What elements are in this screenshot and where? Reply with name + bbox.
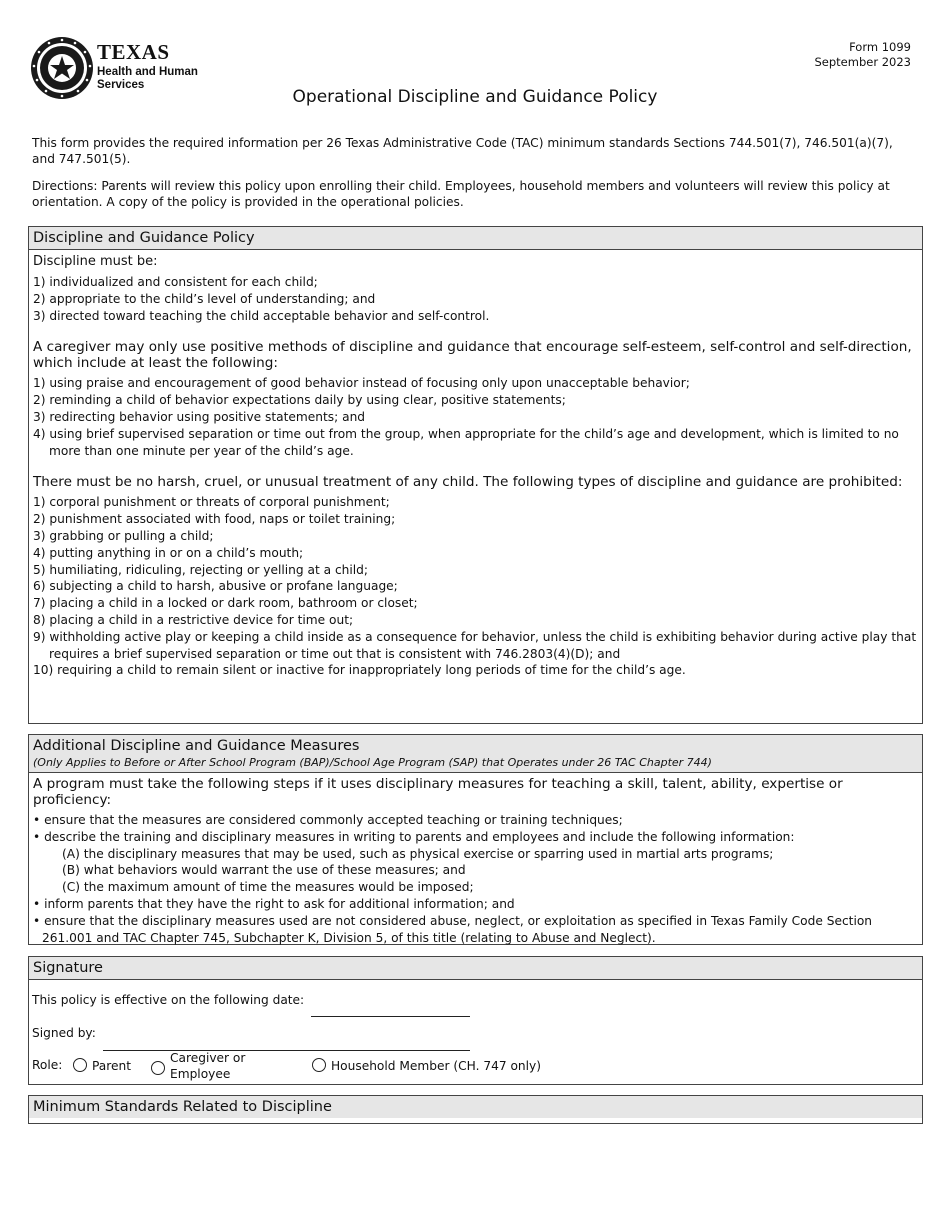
lead-text: Discipline must be: [33, 254, 158, 269]
agency-sub2: Services [97, 79, 145, 91]
list-item: • ensure that the disciplinary measures used are not considered abuse, neglect, or exploitation as specified in Texas Family Code Section 261.001 and TAC Chapter 745, Subchapter K, Division 5, of this title (relating to Abuse and Neglect). [33, 913, 873, 945]
intro-paragraph-1: This form provides the required information per 26 Texas Administrative Code (TAC) minimum standards Sections 744.501(7), 746.501(a)(7), and 747.501(5). [32, 136, 893, 166]
section-body [29, 773, 922, 946]
list-item: 6) subjecting a child to harsh, abusive or profane language; [33, 579, 398, 594]
form-info [815, 40, 912, 70]
effective-date-label: This policy is effective on the following date: [32, 993, 305, 1007]
list-item: 3) redirecting behavior using positive statements; and [33, 409, 366, 424]
list-item: 5) humiliating, ridiculing, rejecting or yelling at a child; [33, 562, 369, 577]
list-item: 1) individualized and consistent for each child; [33, 275, 318, 289]
list [33, 274, 918, 324]
list [33, 494, 918, 679]
list-item: • ensure that the measures are considered commonly accepted teaching or training techniques; [33, 813, 623, 827]
role-option-parent[interactable] [73, 1058, 131, 1073]
list-item: 7) placing a child in a locked or dark room, bathroom or closet; [33, 596, 418, 611]
section-heading: Discipline and Guidance Policy [29, 227, 922, 250]
agency-name: TEXAS [97, 40, 170, 64]
list-item: 1) corporal punishment or threats of corporal punishment; [33, 495, 390, 510]
lead-text: There must be no harsh, cruel, or unusual treatment of any child. The following types of discipline and guidance are prohibited: [33, 474, 903, 491]
role-option-label: Parent [92, 1059, 132, 1073]
lead-text: A caregiver may only use positive methods of discipline and guidance that encourage self-esteem, self-control and self-direction, which include at least the following: [33, 339, 912, 372]
section-heading: Signature [29, 957, 922, 980]
form-number: Form 1099 [849, 40, 911, 54]
radio-icon[interactable] [151, 1061, 165, 1075]
signed-by-label: Signed by: [32, 1026, 96, 1040]
role-option-household[interactable] [312, 1058, 541, 1073]
section-heading: Minimum Standards Related to Discipline [29, 1096, 922, 1118]
page-title: Operational Discipline and Guidance Policy [292, 87, 658, 107]
list-item: 2) reminding a child of behavior expectations daily by using clear, positive statements; [33, 393, 566, 408]
form-date: September 2023 [814, 55, 911, 69]
list-item: 1) using praise and encouragement of good behavior instead of focusing only upon unacceptable behavior; [33, 376, 690, 391]
list-item: 10) requiring a child to remain silent or inactive for inappropriately long periods of time for the child’s age. [33, 663, 686, 678]
role-option-label: Household Member (CH. 747 only) [331, 1059, 542, 1073]
list-item: • describe the training and disciplinary measures in writing to parents and employees and include the following information: [33, 829, 795, 844]
list-item: (C) the maximum amount of time the measures would be imposed; [62, 880, 474, 895]
list [33, 375, 918, 459]
agency-sub1: Health and Human [97, 66, 198, 78]
additional-measures-section [28, 734, 923, 945]
signed-by-field[interactable] [103, 1032, 470, 1051]
radio-icon[interactable] [312, 1058, 326, 1072]
section-body [29, 250, 922, 679]
intro-paragraph-2: Directions: Parents will review this policy upon enrolling their child. Employees, household members and volunteers will review this policy at orientation. A copy of the policy is provided in the operational policies. [32, 179, 890, 209]
discipline-policy-section [28, 226, 923, 724]
list-item: 2) punishment associated with food, naps or toilet training; [33, 512, 396, 527]
role-label: Role: [32, 1058, 63, 1072]
role-option-label: Caregiver or Employee [170, 1051, 246, 1081]
list-item: 8) placing a child in a restrictive device for time out; [33, 612, 354, 627]
list-item: 4) using brief supervised separation or time out from the group, when appropriate for the child’s age and development, which is limited to no more than one minute per year of the child’s age. [33, 426, 899, 458]
list-item: 3) grabbing or pulling a child; [33, 528, 214, 543]
minimum-standards-section [28, 1095, 923, 1124]
effective-date-field[interactable] [311, 998, 470, 1017]
list-item: (A) the disciplinary measures that may be used, such as physical exercise or sparring used in martial arts programs; [62, 846, 774, 861]
list-item: (B) what behaviors would warrant the use of these measures; and [62, 863, 466, 878]
list-item: 3) directed toward teaching the child acceptable behavior and self-control. [33, 308, 490, 323]
section-subheading: (Only Applies to Before or After School Program (BAP)/School Age Program (SAP) that Operates under 26 TAC Chapter 744) [33, 756, 712, 769]
list-item: 2) appropriate to the child’s level of understanding; and [33, 291, 376, 306]
section-heading [29, 735, 922, 773]
section-heading-text: Additional Discipline and Guidance Measures [33, 738, 360, 754]
radio-icon[interactable] [73, 1058, 87, 1072]
list-item: 9) withholding active play or keeping a child inside as a consequence for behavior, unless the child is exhibiting behavior during active play that requires a brief supervised separation or time out that is consistent with 746.2803(4)(D); and [33, 629, 917, 661]
agency-logo-text [97, 42, 198, 92]
role-option-caregiver-radio[interactable] [151, 1061, 170, 1076]
list-item: 4) putting anything in or on a child’s mouth; [33, 545, 304, 560]
lead-text: A program must take the following steps if it uses disciplinary measures for teaching a skill, talent, ability, expertise or proficiency: [33, 776, 843, 808]
list-item: • inform parents that they have the right to ask for additional information; and [33, 896, 515, 911]
